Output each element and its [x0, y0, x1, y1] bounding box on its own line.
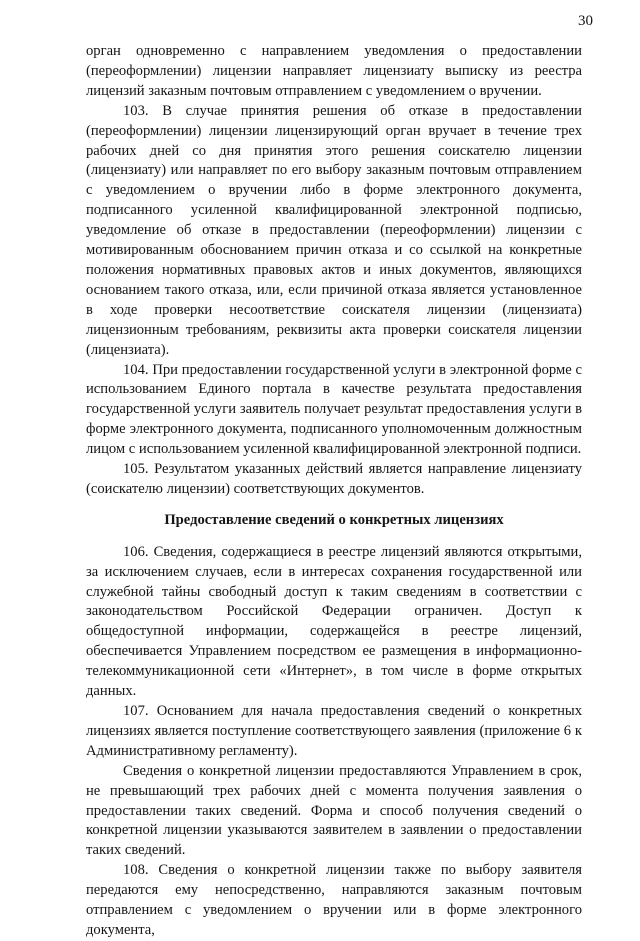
paragraph-108: 108. Сведения о конкретной лицензии также по выбору заявителя передаются ему непосредственно, направляются заказным почтовым отправлением с уведомлением о вручении или в форме электронного документа,	[86, 862, 582, 938]
paragraph-104: 104. При предоставлении государственной услуги в электронной форме с использованием Единого портала в качестве результата предоставления государственной услуги заявитель получает результат предоставления услуги в форме электронного документа, подписанного уполномоченным должностным лицом с использованием усиленной квалифицированной электронной подписи.	[86, 361, 582, 458]
section-heading: Предоставление сведений о конкретных лицензиях	[164, 511, 504, 528]
paragraph-105: 105. Результатом указанных действий является направление лицензиату (соискателю лицензии) соответствующих документов.	[86, 461, 582, 497]
document-body	[86, 42, 582, 941]
paragraph-107: 107. Основанием для начала предоставления сведений о конкретных лицензиях является поступление соответствующего заявления (приложение 6 к Административному регламенту).	[86, 703, 582, 759]
paragraph-continuation: орган одновременно с направлением уведомления о предоставлении (переоформлении) лицензии направляет лицензиату выписку из реестра лицензий заказным почтовым отправлением с уведомлением о вручении.	[86, 43, 582, 99]
paragraph-107-cont: Сведения о конкретной лицензии предоставляются Управлением в срок, не превышающий трех рабочих дней с момента получения заявления о предоставлении таких сведений. Форма и способ получения сведений о конкретной лицензии указываются заявителем в заявлении о предоставлении таких сведений.	[86, 762, 582, 859]
paragraph-106: 106. Сведения, содержащиеся в реестре лицензий являются открытыми, за исключением случаев, если в интересах сохранения государственной или служебной тайны свободный доступ к таким сведениям в соответствии с законодательством Российской Федерации ограничен. Доступ к общедоступной информации, содержащейся в реестре лицензий, обеспечивается Управлением посредством ее размещения в информационно-телекоммуникационной сети «Интернет», в том числе в форме открытых данных.	[86, 543, 582, 700]
paragraph-103: 103. В случае принятия решения об отказе в предоставлении (переоформлении) лицензии лицензирующий орган вручает в течение трех рабочих дней со дня принятия этого решения соискателю лицензии (лицензиату) или направляет по его выбору заказным почтовым отправлением с уведомлением о вручении либо в форме электронного документа, подписанного усиленной квалифицированной электронной подписью, уведомление об отказе в предоставлении (переоформлении) лицензии с мотивированным обоснованием причин отказа и со ссылкой на конкретные положения нормативных правовых актов и иных документов, являющихся основанием такого отказа, или, если причиной отказа является установленное в ходе проверки несоответствие соискателя лицензии (лицензиата) лицензионным требованиям, реквизиты акта проверки соискателя лицензии (лицензиата).	[86, 102, 582, 358]
page-number: 30	[578, 13, 593, 29]
